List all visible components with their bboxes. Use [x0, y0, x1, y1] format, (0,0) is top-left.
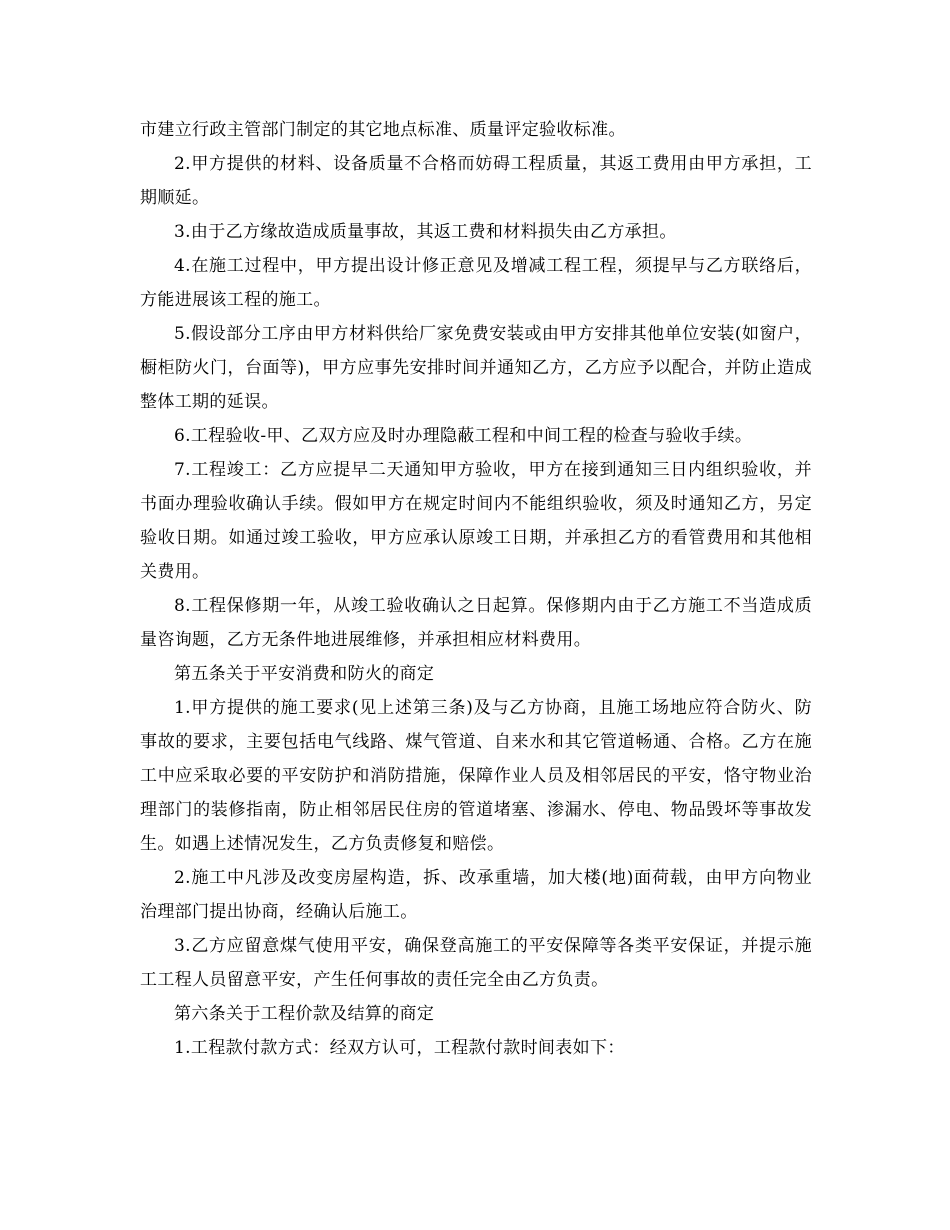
- paragraph-safety-2: 2.施工中凡涉及改变房屋构造，拆、改承重墙，加大楼(地)面荷载，由甲方向物业治理部门提出协商，经确认后施工。: [140, 868, 812, 922]
- paragraph-item-7: 7.工程竣工：乙方应提早二天通知甲方验收，甲方在接到通知三日内组织验收，并书面办理验收确认手续。假如甲方在规定时间内不能组织验收，须及时通知乙方，另定验收日期。如通过竣工验收，甲方应承认原竣工日期，并承担乙方的看管费用和其他相关费用。: [140, 460, 812, 582]
- paragraph-continuation: 市建立行政主管部门制定的其它地点标准、质量评定验收标准。: [140, 120, 626, 140]
- paragraph-safety-1: 1.甲方提供的施工要求(见上述第三条)及与乙方协商，且施工场地应符合防火、防事故的要求，主要包括电气线路、煤气管道、自来水和其它管道畅通、合格。乙方在施工中应采取必要的平安防护和消防措施，保障作业人员及相邻居民的平安，恪守物业治理部门的装修指南，防止相邻居民住房的管道堵塞、渗漏水、停电、物品毁坏等事故发生。如遇上述情况发生，乙方负责修复和赔偿。: [140, 698, 812, 854]
- paragraph-item-5: 5.假设部分工序由甲方材料供给厂家免费安装或由甲方安排其他单位安装(如窗户，橱柜防火门，台面等)，甲方应事先安排时间并通知乙方，乙方应予以配合，并防止造成整体工期的延误。: [140, 324, 812, 412]
- paragraph-item-8: 8.工程保修期一年，从竣工验收确认之日起算。保修期内由于乙方施工不当造成质量咨询题，乙方无条件地进展维修，并承担相应材料费用。: [140, 596, 812, 650]
- paragraph-item-4: 4.在施工过程中，甲方提出设计修正意见及增减工程工程，须提早与乙方联络后，方能进展该工程的施工。: [140, 256, 812, 310]
- section-heading-article-6: 第六条关于工程价款及结算的商定: [174, 1004, 435, 1024]
- paragraph-item-2: 2.甲方提供的材料、设备质量不合格而妨碍工程质量，其返工费用由甲方承担，工期顺延。: [140, 154, 812, 208]
- paragraph-payment-1: 1.工程款付款方式：经双方认可，工程款付款时间表如下：: [174, 1038, 625, 1058]
- section-heading-article-5: 第五条关于平安消费和防火的商定: [174, 664, 435, 684]
- document-body: [140, 113, 812, 1065]
- paragraph-item-3: 3.由于乙方缘故造成质量事故，其返工费和材料损失由乙方承担。: [174, 222, 677, 242]
- paragraph-safety-3: 3.乙方应留意煤气使用平安，确保登高施工的平安保障等各类平安保证，并提示施工工程人员留意平安，产生任何事故的责任完全由乙方负责。: [140, 936, 812, 990]
- paragraph-item-6: 6.工程验收-甲、乙双方应及时办理隐蔽工程和中间工程的检查与验收手续。: [174, 426, 753, 446]
